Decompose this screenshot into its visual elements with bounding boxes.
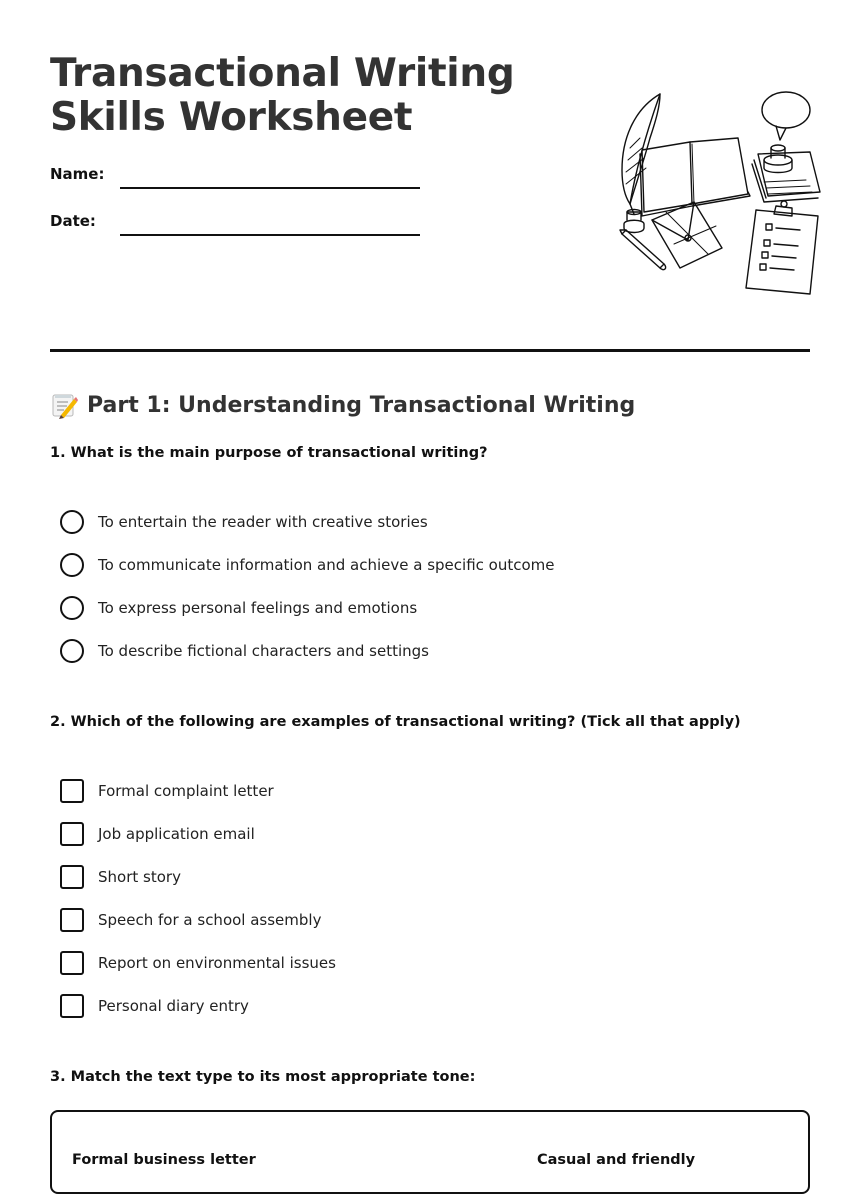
q1-option-1[interactable]: [60, 509, 428, 535]
question-3: 3. Match the text type to its most appropriate tone:: [50, 1069, 476, 1085]
radio-button[interactable]: [60, 553, 84, 577]
title-line-1: Transactional Writing: [50, 51, 515, 96]
match-text-type-1[interactable]: Formal business letter: [72, 1152, 256, 1168]
match-tone-1[interactable]: Casual and friendly: [537, 1152, 696, 1168]
part1-heading-text: Part 1: Understanding Transactional Writing: [87, 392, 636, 418]
worksheet-title: [50, 51, 515, 140]
date-field: [50, 211, 420, 237]
q2-option-4-label: Speech for a school assembly: [98, 911, 322, 929]
writing-desk-illustration: [570, 88, 830, 300]
checkbox[interactable]: [60, 908, 84, 932]
name-field: [50, 164, 420, 190]
checkbox[interactable]: [60, 822, 84, 846]
name-label: Name:: [50, 165, 105, 183]
q1-option-2[interactable]: [60, 552, 554, 578]
title-line-2: Skills Worksheet: [50, 95, 413, 140]
q2-option-4[interactable]: [60, 907, 321, 933]
checkbox[interactable]: [60, 994, 84, 1018]
q2-option-1[interactable]: [60, 778, 274, 804]
question-2: 2. Which of the following are examples of transactional writing? (Tick all that apply): [50, 714, 741, 730]
radio-button[interactable]: [60, 596, 84, 620]
q2-option-2-label: Job application email: [98, 825, 255, 843]
q2-option-2[interactable]: [60, 821, 255, 847]
q2-option-1-label: Formal complaint letter: [98, 782, 274, 800]
q2-option-5[interactable]: [60, 950, 336, 976]
q2-option-3[interactable]: [60, 864, 181, 890]
q1-option-4-label: To describe fictional characters and settings: [98, 642, 429, 660]
matching-box: [50, 1110, 810, 1194]
q2-option-6-label: Personal diary entry: [98, 997, 249, 1015]
date-label: Date:: [50, 212, 96, 230]
q2-option-5-label: Report on environmental issues: [98, 954, 336, 972]
checkbox[interactable]: [60, 779, 84, 803]
part1-heading: [50, 388, 635, 422]
memo-icon: [50, 391, 78, 419]
q1-option-2-label: To communicate information and achieve a specific outcome: [98, 556, 555, 574]
q1-option-1-label: To entertain the reader with creative stories: [98, 513, 428, 531]
radio-button[interactable]: [60, 639, 84, 663]
name-write-line[interactable]: [120, 187, 420, 189]
radio-button[interactable]: [60, 510, 84, 534]
question-1: 1. What is the main purpose of transactional writing?: [50, 445, 488, 461]
checkbox[interactable]: [60, 865, 84, 889]
q2-option-6[interactable]: [60, 993, 249, 1019]
header-divider: [50, 349, 810, 352]
q2-option-3-label: Short story: [98, 868, 181, 886]
checkbox[interactable]: [60, 951, 84, 975]
date-write-line[interactable]: [120, 234, 420, 236]
q1-option-3[interactable]: [60, 595, 417, 621]
q1-option-4[interactable]: [60, 638, 429, 664]
q1-option-3-label: To express personal feelings and emotions: [98, 599, 418, 617]
